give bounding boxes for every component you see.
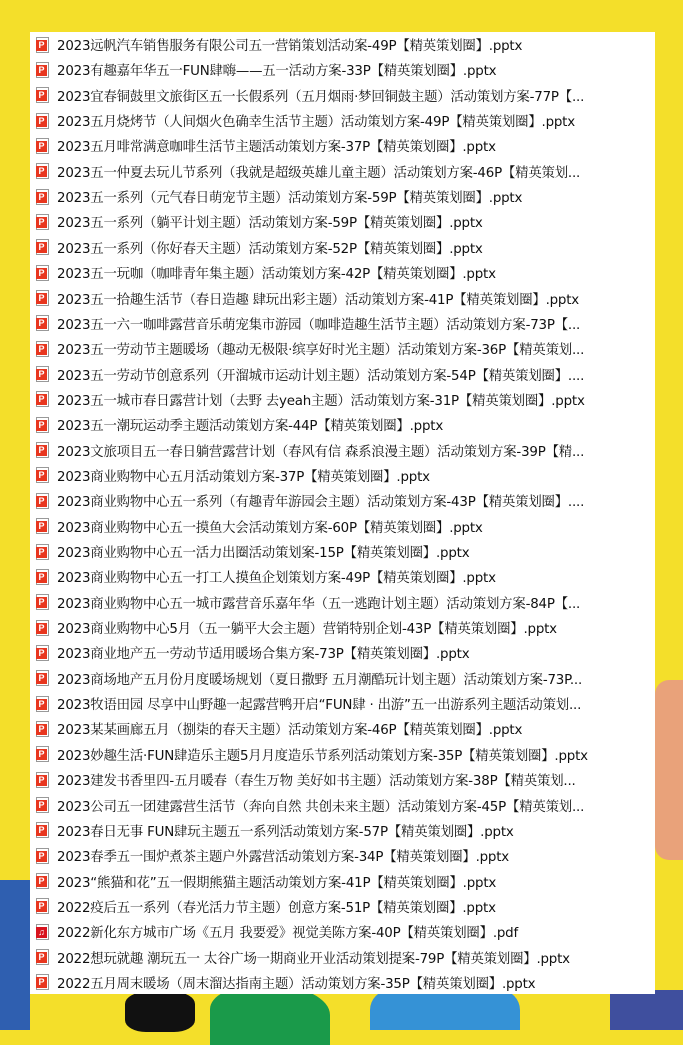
file-name: 2023商业地产五一劳动节适用暖场合集方案-73P【精英策划圈】.pptx xyxy=(57,647,470,663)
file-list-item[interactable] xyxy=(36,387,651,412)
file-name: 2023五一潮玩运动季主题活动策划方案-44P【精英策划圈】.pptx xyxy=(57,419,444,435)
file-list-item[interactable] xyxy=(36,311,651,336)
pdf-icon: ♫ xyxy=(36,924,49,940)
file-name: 2023远帆汽车销售服务有限公司五一营销策划活动案-49P【精英策划圈】.pptx xyxy=(57,39,523,54)
pptx-icon: P xyxy=(36,949,49,965)
decoration-black-shape xyxy=(125,992,195,1032)
file-list-item[interactable] xyxy=(36,919,651,944)
file-list-panel xyxy=(30,32,655,994)
file-name: 2023公司五一团建露营生活节（奔向自然 共创未来主题）活动策划方案-45P【精英策划... xyxy=(57,799,585,815)
pptx-icon: P xyxy=(36,265,49,281)
file-name: 2023五一劳动节主题暖场（趣动无极限·缤享好时光主题）活动策划方案-36P【精英策划... xyxy=(57,343,585,359)
file-list-item[interactable] xyxy=(36,564,651,589)
file-name: 2023某某画廊五月（捌柒的春天主题）活动策划方案-46P【精英策划圈】.pptx xyxy=(57,723,523,739)
file-name: 2023宜春铜鼓里文旅街区五一长假系列（五月烟雨·梦回铜鼓主题）活动策划方案-77P【... xyxy=(57,89,585,105)
file-name: 2023春日无事 FUN肆玩主题五一系列活动策划方案-57P【精英策划圈】.pptx xyxy=(57,824,514,840)
pptx-icon: P xyxy=(36,366,49,382)
pptx-icon: P xyxy=(36,391,49,407)
file-list-item[interactable] xyxy=(36,894,651,919)
file-name: 2023建发书香里四-五月暖春（春生万物 美好如书主题）活动策划方案-38P【精英策划... xyxy=(57,774,576,790)
pptx-icon: P xyxy=(36,620,49,636)
pptx-icon: P xyxy=(36,974,49,990)
file-name: 2023五一系列（躺平计划主题）活动策划方案-59P【精英策划圈】.pptx xyxy=(57,216,483,232)
decoration-left-blue xyxy=(0,880,30,1030)
file-list-item[interactable] xyxy=(36,108,651,133)
pptx-icon: P xyxy=(36,315,49,331)
file-list-item[interactable] xyxy=(36,362,651,387)
file-name: 2023五一仲夏去玩儿节系列（我就是超级英雄儿童主题）活动策划方案-46P【精英策划... xyxy=(57,165,581,181)
file-list-item[interactable] xyxy=(36,83,651,108)
file-name: 2023五月烧烤节（人间烟火色确幸生活节主题）活动策划方案-49P【精英策划圈】.pptx xyxy=(57,115,575,131)
file-name: 2022疫后五一系列（春光活力节主题）创意方案-51P【精英策划圈】.pptx xyxy=(57,900,496,916)
file-list-item[interactable] xyxy=(36,32,651,57)
file-list-item[interactable] xyxy=(36,590,651,615)
pptx-icon: P xyxy=(36,163,49,179)
file-name: 2022新化东方城市广场《五月 我要爱》视觉美陈方案-40P【精英策划圈】.pdf xyxy=(57,926,518,942)
pptx-icon: P xyxy=(36,493,49,509)
file-list-item[interactable] xyxy=(36,412,651,437)
file-name: 2023五一玩咖（咖啡青年集主题）活动策划方案-42P【精英策划圈】.pptx xyxy=(57,267,496,283)
file-list-item[interactable] xyxy=(36,57,651,82)
file-list-item[interactable] xyxy=(36,438,651,463)
pptx-icon: P xyxy=(36,746,49,762)
file-name: 2023商业购物中心五一城市露营音乐嘉年华（五一逃跑计划主题）活动策划方案-84P【... xyxy=(57,596,581,612)
file-list-item[interactable] xyxy=(36,615,651,640)
pptx-icon: P xyxy=(36,696,49,712)
file-name: 2023妙趣生活·FUN肆造乐主题5月月度造乐节系列活动策划方案-35P【精英策划圈】.pptx xyxy=(57,748,588,764)
pptx-icon: P xyxy=(36,37,49,53)
file-name: 2023商业购物中心五一活力出圈活动策划案-15P【精英策划圈】.pptx xyxy=(57,546,470,561)
file-list-item[interactable] xyxy=(36,514,651,539)
file-name: 2023“熊猫和花”五一假期熊猫主题活动策划方案-41P【精英策划圈】.pptx xyxy=(57,875,497,891)
file-list-item[interactable] xyxy=(36,691,651,716)
file-list-item[interactable] xyxy=(36,133,651,158)
pptx-icon: P xyxy=(36,873,49,889)
file-list-item[interactable] xyxy=(36,235,651,260)
decoration-right-figure xyxy=(655,680,683,860)
file-list-item[interactable] xyxy=(36,336,651,361)
file-name: 2022五月周末暖场（周末溜达指南主题）活动策划方案-35P【精英策划圈】.pptx xyxy=(57,976,536,992)
file-name: 2023文旅项目五一春日躺营露营计划（春风有信 森系浪漫主题）活动策划方案-39P【精... xyxy=(57,444,585,460)
file-list-item[interactable] xyxy=(36,818,651,843)
file-name: 2023有趣嘉年华五一FUN肆嗨——五一活动方案-33P【精英策划圈】.pptx xyxy=(57,64,497,80)
pptx-icon: P xyxy=(36,467,49,483)
file-list-item[interactable] xyxy=(36,843,651,868)
pptx-icon: P xyxy=(36,62,49,78)
file-list-item[interactable] xyxy=(36,463,651,488)
file-name: 2023五一系列（元气春日萌宠节主题）活动策划方案-59P【精英策划圈】.pptx xyxy=(57,191,523,207)
pptx-icon: P xyxy=(36,645,49,661)
pptx-icon: P xyxy=(36,721,49,737)
file-list-item[interactable] xyxy=(36,945,651,970)
file-name: 2023五一拾趣生活节（春日造趣 肆玩出彩主题）活动策划方案-41P【精英策划圈】.pptx xyxy=(57,292,580,308)
file-name: 2023商业购物中心五一摸鱼大会活动策划方案-60P【精英策划圈】.pptx xyxy=(57,520,483,536)
file-name: 2023商业购物中心五月活动策划方案-37P【精英策划圈】.pptx xyxy=(57,469,430,485)
file-name: 2023商业购物中心五一打工人摸鱼企划策划方案-49P【精英策划圈】.pptx xyxy=(57,571,496,587)
file-name: 2023商业购物中心五一系列（有趣青年游园会主题）活动策划方案-43P【精英策划圈】.... xyxy=(57,495,585,511)
file-list-item[interactable] xyxy=(36,159,651,184)
pptx-icon: P xyxy=(36,341,49,357)
file-list-item[interactable] xyxy=(36,666,651,691)
file-name: 2023五一劳动节创意系列（开溜城市运动计划主题）活动策划方案-54P【精英策划圈】.... xyxy=(57,368,585,384)
pptx-icon: P xyxy=(36,518,49,534)
file-list-item[interactable] xyxy=(36,767,651,792)
pptx-icon: P xyxy=(36,772,49,788)
pptx-icon: P xyxy=(36,670,49,686)
file-name: 2023五一城市春日露营计划（去野 去yeah主题）活动策划方案-31P【精英策划圈】.pptx xyxy=(57,393,585,409)
pptx-icon: P xyxy=(36,569,49,585)
pptx-icon: P xyxy=(36,544,49,560)
file-list-item[interactable] xyxy=(36,209,651,234)
file-name: 2023商场地产五月份月度暖场规划（夏日撒野 五月潮酷玩计划主题）活动策划方案-73P... xyxy=(57,672,583,688)
file-list-item[interactable] xyxy=(36,869,651,894)
file-name: 2023五一六一咖啡露营音乐萌宠集市游园（咖啡造趣生活节主题）活动策划方案-73P【... xyxy=(57,317,581,333)
file-list-item[interactable] xyxy=(36,286,651,311)
file-list-item[interactable] xyxy=(36,184,651,209)
pptx-icon: P xyxy=(36,138,49,154)
file-list-item[interactable] xyxy=(36,488,651,513)
pptx-icon: P xyxy=(36,87,49,103)
decoration-blue-shape xyxy=(370,990,520,1030)
pptx-icon: P xyxy=(36,113,49,129)
file-list-item[interactable] xyxy=(36,260,651,285)
file-name: 2023五月啡常满意咖啡生活节主题活动策划方案-37P【精英策划圈】.pptx xyxy=(57,140,496,156)
pptx-icon: P xyxy=(36,214,49,230)
file-list-item[interactable] xyxy=(36,970,651,995)
pptx-icon: P xyxy=(36,239,49,255)
file-list-item[interactable] xyxy=(36,539,651,564)
pptx-icon: P xyxy=(36,189,49,205)
pptx-icon: P xyxy=(36,290,49,306)
file-name: 2022想玩就趣 潮玩五一 太谷广场一期商业开业活动策划提案-79P【精英策划圈】.pptx xyxy=(57,951,570,967)
file-name: 2023五一系列（你好春天主题）活动策划方案-52P【精英策划圈】.pptx xyxy=(57,241,483,257)
decoration-navy-shape xyxy=(610,990,683,1030)
pptx-icon: P xyxy=(36,797,49,813)
pptx-icon: P xyxy=(36,417,49,433)
file-list-item[interactable] xyxy=(36,716,651,741)
file-name: 2023商业购物中心5月（五一躺平大会主题）营销特别企划-43P【精英策划圈】.pptx xyxy=(57,622,557,638)
file-name: 2023春季五一围炉煮茶主题户外露营活动策划方案-34P【精英策划圈】.pptx xyxy=(57,850,510,866)
pptx-icon: P xyxy=(36,442,49,458)
pptx-icon: P xyxy=(36,898,49,914)
pptx-icon: P xyxy=(36,848,49,864)
file-list-item[interactable] xyxy=(36,793,651,818)
pptx-icon: P xyxy=(36,822,49,838)
file-name: 2023牧语田园 尽享中山野趣一起露营鸭开启“FUN肆 · 出游”五一出游系列主题活动策划... xyxy=(57,698,582,714)
file-list-item[interactable] xyxy=(36,742,651,767)
pptx-icon: P xyxy=(36,594,49,610)
file-list-item[interactable] xyxy=(36,640,651,665)
